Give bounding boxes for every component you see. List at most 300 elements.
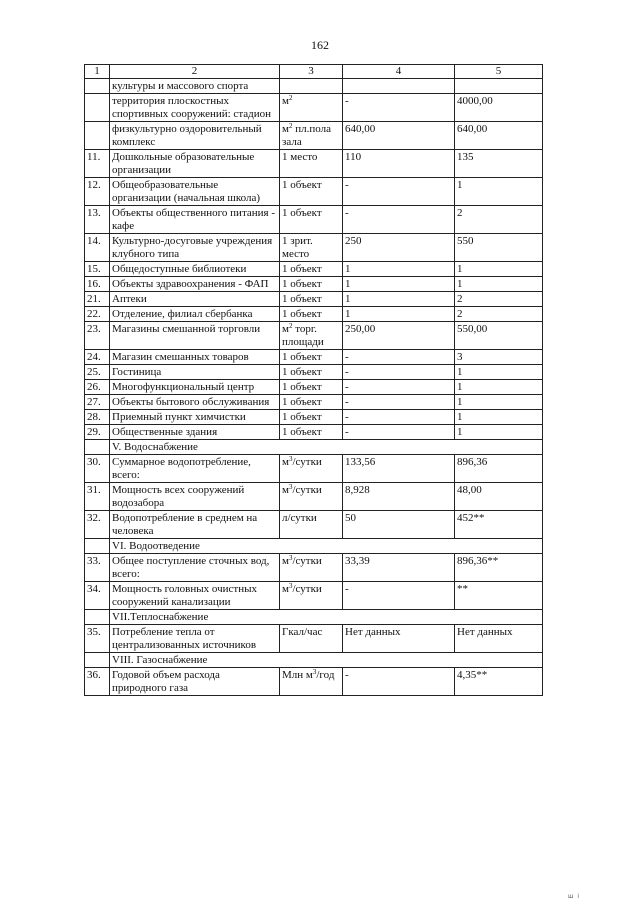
indicator-name-cell <box>110 365 280 380</box>
projected-value-cell-text: 896,36 <box>457 456 488 468</box>
indicator-name-cell <box>110 554 280 582</box>
indicator-name-cell-text: Объекты здравоохранения - ФАП <box>112 278 269 290</box>
row-number-cell-text: 11. <box>87 151 101 163</box>
table-row <box>85 178 543 206</box>
existing-value-cell-text: Нет данных <box>345 626 401 638</box>
indicator-name-cell <box>110 625 280 653</box>
projected-value-cell-text: 1 <box>457 263 463 275</box>
indicator-name-cell <box>110 94 280 122</box>
unit-cell <box>280 277 343 292</box>
unit-cell-text: 1 объект <box>282 411 322 423</box>
unit-cell <box>280 234 343 262</box>
projected-value-cell-text: 550,00 <box>457 323 488 335</box>
projected-value-cell <box>455 625 543 653</box>
row-number-cell-text: 31. <box>87 484 101 496</box>
existing-value-cell <box>343 262 455 277</box>
table-row <box>85 395 543 410</box>
unit-superscript: 3 <box>288 483 293 491</box>
unit-suffix: /год <box>316 669 335 681</box>
projected-value-cell <box>455 262 543 277</box>
row-number-cell <box>85 94 110 122</box>
table-header-row <box>85 65 543 79</box>
indicator-name-cell <box>110 307 280 322</box>
indicator-name-cell-text: Гостиница <box>112 366 162 378</box>
unit-cell <box>280 206 343 234</box>
unit-cell-text: м <box>282 456 289 468</box>
unit-cell <box>280 178 343 206</box>
projected-value-cell <box>455 410 543 425</box>
indicator-name-cell-text: Объекты общественного питания - кафе <box>112 207 276 232</box>
footer-mark: ш і <box>568 893 581 900</box>
existing-value-cell-text: - <box>345 207 349 219</box>
unit-cell <box>280 262 343 277</box>
row-number-cell <box>85 455 110 483</box>
row-number-cell-text: 13. <box>87 207 101 219</box>
existing-value-cell-text: - <box>345 411 349 423</box>
indicator-name-cell-text: Культурно-досуговые учреждения клубного типа <box>112 235 273 260</box>
existing-value-cell <box>343 425 455 440</box>
indicator-name-cell-text: Аптеки <box>112 293 147 305</box>
row-number-cell <box>85 653 110 668</box>
table-row <box>85 425 543 440</box>
projected-value-cell-text: 896,36** <box>457 555 499 567</box>
row-number-cell <box>85 539 110 554</box>
indicator-name-cell <box>110 455 280 483</box>
unit-cell-text: м <box>282 323 289 335</box>
unit-cell-text: 1 зрит. место <box>282 235 313 260</box>
unit-cell <box>280 79 343 94</box>
indicator-name-cell <box>110 483 280 511</box>
section-title: VIII. Газоснабжение <box>110 653 543 668</box>
unit-cell-text: 1 объект <box>282 207 322 219</box>
existing-value-cell <box>343 292 455 307</box>
projected-value-cell <box>455 122 543 150</box>
header-col-2: 2 <box>110 65 280 79</box>
row-number-cell-text: 22. <box>87 308 101 320</box>
existing-value-cell <box>343 307 455 322</box>
unit-cell-text: м <box>282 555 289 567</box>
indicator-name-cell <box>110 178 280 206</box>
existing-value-cell-text: 250,00 <box>345 323 376 335</box>
indicator-name-cell <box>110 234 280 262</box>
unit-cell <box>280 292 343 307</box>
existing-value-cell-text: 110 <box>345 151 362 163</box>
unit-cell-text: 1 объект <box>282 351 322 363</box>
unit-cell <box>280 94 343 122</box>
row-number-cell <box>85 440 110 455</box>
projected-value-cell <box>455 79 543 94</box>
unit-cell <box>280 455 343 483</box>
projected-value-cell <box>455 206 543 234</box>
projected-value-cell-text: 2 <box>457 308 463 320</box>
table-row <box>85 262 543 277</box>
unit-suffix: /сутки <box>292 555 322 567</box>
unit-superscript: 3 <box>288 582 293 590</box>
indicator-name-cell <box>110 150 280 178</box>
existing-value-cell-text: - <box>345 669 349 681</box>
indicator-name-cell <box>110 380 280 395</box>
existing-value-cell <box>343 79 455 94</box>
existing-value-cell-text: 640,00 <box>345 123 376 135</box>
row-number-cell <box>85 380 110 395</box>
unit-cell-text: 1 объект <box>282 179 322 191</box>
row-number-cell-text: 15. <box>87 263 101 275</box>
table-row <box>85 582 543 610</box>
existing-value-cell-text: 250 <box>345 235 362 247</box>
projected-value-cell-text: 1 <box>457 366 463 378</box>
unit-cell <box>280 668 343 696</box>
unit-suffix: /сутки <box>292 484 322 496</box>
projected-value-cell-text: 48,00 <box>457 484 482 496</box>
projected-value-cell-text: 1 <box>457 396 463 408</box>
unit-cell-text: 1 объект <box>282 293 322 305</box>
unit-suffix: /сутки <box>292 583 322 595</box>
unit-cell <box>280 380 343 395</box>
existing-value-cell-text: 8,928 <box>345 484 370 496</box>
row-number-cell-text: 29. <box>87 426 101 438</box>
existing-value-cell <box>343 122 455 150</box>
projected-value-cell <box>455 511 543 539</box>
projected-value-cell <box>455 582 543 610</box>
indicator-name-cell-text: Отделение, филиал сбербанка <box>112 308 253 320</box>
table-row <box>85 150 543 178</box>
page-number: 162 <box>311 38 329 52</box>
projected-value-cell <box>455 150 543 178</box>
indicator-name-cell <box>110 395 280 410</box>
table-body <box>85 79 543 696</box>
row-number-cell <box>85 122 110 150</box>
projected-value-cell <box>455 455 543 483</box>
indicator-name-cell <box>110 277 280 292</box>
indicator-name-cell <box>110 350 280 365</box>
projected-value-cell <box>455 277 543 292</box>
unit-cell <box>280 425 343 440</box>
existing-value-cell-text: 1 <box>345 263 351 275</box>
unit-suffix: пл.пола зала <box>282 123 331 148</box>
indicator-name-cell <box>110 322 280 350</box>
projected-value-cell <box>455 554 543 582</box>
existing-value-cell-text: - <box>345 583 349 595</box>
projected-value-cell-text: 1 <box>457 278 463 290</box>
indicator-name-cell-text: Мощность всех сооружений водозабора <box>112 484 245 509</box>
indicator-name-cell <box>110 79 280 94</box>
table-row <box>85 94 543 122</box>
indicator-name-cell <box>110 262 280 277</box>
existing-value-cell-text: 33,39 <box>345 555 370 567</box>
unit-cell <box>280 122 343 150</box>
projected-value-cell <box>455 322 543 350</box>
indicator-name-cell-text: Приемный пункт химчистки <box>112 411 246 423</box>
row-number-cell-text: 21. <box>87 293 101 305</box>
existing-value-cell <box>343 94 455 122</box>
unit-cell <box>280 582 343 610</box>
unit-cell-text: 1 объект <box>282 263 322 275</box>
indicator-name-cell <box>110 511 280 539</box>
row-number-cell <box>85 262 110 277</box>
existing-value-cell <box>343 178 455 206</box>
projected-value-cell-text: 1 <box>457 426 463 438</box>
row-number-cell <box>85 322 110 350</box>
existing-value-cell <box>343 554 455 582</box>
projected-value-cell-text: 1 <box>457 179 463 191</box>
indicator-name-cell-text: культуры и массового спорта <box>112 80 249 92</box>
table-row <box>85 668 543 696</box>
indicator-name-cell-text: Общее поступление сточных вод, всего: <box>112 555 270 580</box>
unit-cell-text: 1 объект <box>282 381 322 393</box>
existing-value-cell-text: - <box>345 396 349 408</box>
header-col-3: 3 <box>280 65 343 79</box>
unit-cell-text: 1 объект <box>282 308 322 320</box>
indicator-name-cell-text: территория плоскостных спортивных сооружений: стадион <box>112 95 272 120</box>
row-number-cell-text: 33. <box>87 555 101 567</box>
projected-value-cell <box>455 483 543 511</box>
row-number-cell <box>85 610 110 625</box>
projected-value-cell-text: 1 <box>457 381 463 393</box>
unit-cell <box>280 410 343 425</box>
existing-value-cell <box>343 150 455 178</box>
existing-value-cell-text: - <box>345 366 349 378</box>
row-number-cell <box>85 395 110 410</box>
indicator-name-cell-text: Мощность головных очистных сооружений канализации <box>112 583 257 608</box>
row-number-cell <box>85 425 110 440</box>
indicator-name-cell <box>110 122 280 150</box>
indicator-name-cell <box>110 668 280 696</box>
row-number-cell-text: 12. <box>87 179 101 191</box>
existing-value-cell <box>343 483 455 511</box>
indicator-name-cell <box>110 292 280 307</box>
row-number-cell-text: 30. <box>87 456 101 468</box>
unit-cell-text: л/сутки <box>282 512 317 524</box>
unit-superscript: 2 <box>288 94 293 102</box>
projected-value-cell <box>455 350 543 365</box>
existing-value-cell-text: 50 <box>345 512 356 524</box>
existing-value-cell <box>343 380 455 395</box>
projected-value-cell-text: 2 <box>457 293 463 305</box>
row-number-cell <box>85 150 110 178</box>
projected-value-cell <box>455 668 543 696</box>
table-row <box>85 122 543 150</box>
row-number-cell <box>85 668 110 696</box>
unit-cell <box>280 511 343 539</box>
existing-value-cell <box>343 582 455 610</box>
existing-value-cell <box>343 395 455 410</box>
projected-value-cell-text: 135 <box>457 151 474 163</box>
existing-value-cell <box>343 322 455 350</box>
row-number-cell <box>85 511 110 539</box>
indicators-table <box>84 64 543 696</box>
table-row <box>85 380 543 395</box>
table-row <box>85 410 543 425</box>
existing-value-cell <box>343 365 455 380</box>
header-col-1: 1 <box>85 65 110 79</box>
indicator-name-cell <box>110 410 280 425</box>
projected-value-cell <box>455 234 543 262</box>
indicator-name-cell-text: Суммарное водопотребление, всего: <box>112 456 251 481</box>
unit-cell-text: 1 объект <box>282 278 322 290</box>
section-row <box>85 539 543 554</box>
existing-value-cell <box>343 277 455 292</box>
projected-value-cell-text: 1 <box>457 411 463 423</box>
section-title: VI. Водоотведение <box>110 539 543 554</box>
row-number-cell <box>85 410 110 425</box>
unit-cell-text: 1 место <box>282 151 318 163</box>
existing-value-cell <box>343 511 455 539</box>
row-number-cell <box>85 206 110 234</box>
row-number-cell <box>85 79 110 94</box>
unit-superscript: 3 <box>312 668 317 676</box>
existing-value-cell <box>343 668 455 696</box>
table-row <box>85 455 543 483</box>
projected-value-cell-text: 4000,00 <box>457 95 493 107</box>
projected-value-cell <box>455 425 543 440</box>
indicator-name-cell-text: Общедоступные библиотеки <box>112 263 247 275</box>
row-number-cell <box>85 365 110 380</box>
existing-value-cell-text: - <box>345 426 349 438</box>
row-number-cell-text: 34. <box>87 583 101 595</box>
section-row <box>85 610 543 625</box>
table-row <box>85 79 543 94</box>
unit-superscript: 3 <box>288 455 293 463</box>
row-number-cell-text: 27. <box>87 396 101 408</box>
indicator-name-cell-text: Объекты бытового обслуживания <box>112 396 270 408</box>
unit-cell <box>280 150 343 178</box>
unit-cell-text: м <box>282 95 289 107</box>
row-number-cell <box>85 582 110 610</box>
indicator-name-cell-text: Потребление тепла от централизованных источников <box>112 626 257 651</box>
unit-superscript: 3 <box>288 554 293 562</box>
row-number-cell-text: 36. <box>87 669 101 681</box>
indicator-name-cell-text: физкультурно оздоровительный комплекс <box>112 123 262 148</box>
projected-value-cell-text: 550 <box>457 235 474 247</box>
projected-value-cell-text: Нет данных <box>457 626 513 638</box>
row-number-cell-text: 14. <box>87 235 101 247</box>
unit-cell-text: м <box>282 123 289 135</box>
projected-value-cell <box>455 380 543 395</box>
row-number-cell-text: 32. <box>87 512 101 524</box>
unit-cell-text: 1 объект <box>282 396 322 408</box>
section-row <box>85 440 543 455</box>
table-row <box>85 307 543 322</box>
indicator-name-cell-text: Магазины смешанной торговли <box>112 323 261 335</box>
indicator-name-cell-text: Многофункциональный центр <box>112 381 255 393</box>
table-row <box>85 350 543 365</box>
unit-cell <box>280 554 343 582</box>
row-number-cell <box>85 292 110 307</box>
projected-value-cell <box>455 292 543 307</box>
section-title: VII.Теплоснабжение <box>110 610 543 625</box>
projected-value-cell-text: 452** <box>457 512 485 524</box>
row-number-cell <box>85 483 110 511</box>
table-row <box>85 554 543 582</box>
row-number-cell-text: 23. <box>87 323 101 335</box>
existing-value-cell-text: - <box>345 95 349 107</box>
existing-value-cell-text: 133,56 <box>345 456 376 468</box>
indicator-name-cell <box>110 582 280 610</box>
row-number-cell-text: 26. <box>87 381 101 393</box>
unit-cell-text: м <box>282 583 289 595</box>
projected-value-cell <box>455 365 543 380</box>
existing-value-cell <box>343 455 455 483</box>
section-row <box>85 653 543 668</box>
existing-value-cell-text: 1 <box>345 308 351 320</box>
unit-cell-text: Млн м <box>282 669 313 681</box>
projected-value-cell <box>455 307 543 322</box>
row-number-cell <box>85 350 110 365</box>
existing-value-cell-text: - <box>345 381 349 393</box>
indicator-name-cell-text: Магазин смешанных товаров <box>112 351 249 363</box>
unit-suffix: /сутки <box>292 456 322 468</box>
indicator-name-cell-text: Общественные здания <box>112 426 218 438</box>
existing-value-cell-text: 1 <box>345 278 351 290</box>
projected-value-cell <box>455 94 543 122</box>
projected-value-cell-text: 640,00 <box>457 123 488 135</box>
table-row <box>85 625 543 653</box>
projected-value-cell-text: 3 <box>457 351 463 363</box>
unit-suffix: торг. площади <box>282 323 324 348</box>
indicator-name-cell-text: Общеобразовательные организации (начальная школа) <box>112 179 261 204</box>
indicator-name-cell-text: Годовой объем расхода природного газа <box>112 669 220 694</box>
indicator-name-cell <box>110 206 280 234</box>
row-number-cell-text: 25. <box>87 366 101 378</box>
projected-value-cell-text: ** <box>457 583 468 595</box>
unit-superscript: 2 <box>288 122 293 130</box>
existing-value-cell <box>343 350 455 365</box>
table-row <box>85 483 543 511</box>
row-number-cell <box>85 277 110 292</box>
unit-superscript: 2 <box>288 322 293 330</box>
projected-value-cell-text: 4,35** <box>457 669 488 681</box>
row-number-cell-text: 28. <box>87 411 101 423</box>
existing-value-cell <box>343 625 455 653</box>
unit-cell <box>280 395 343 410</box>
unit-cell-text: 1 объект <box>282 426 322 438</box>
unit-cell-text: м <box>282 484 289 496</box>
existing-value-cell-text: - <box>345 179 349 191</box>
row-number-cell <box>85 234 110 262</box>
header-col-4: 4 <box>343 65 455 79</box>
table-row <box>85 206 543 234</box>
unit-cell <box>280 625 343 653</box>
indicator-name-cell-text: Водопотребление в среднем на человека <box>112 512 258 537</box>
section-title: V. Водоснабжение <box>110 440 543 455</box>
existing-value-cell-text: 1 <box>345 293 351 305</box>
projected-value-cell <box>455 178 543 206</box>
unit-cell <box>280 350 343 365</box>
unit-cell <box>280 365 343 380</box>
row-number-cell <box>85 307 110 322</box>
row-number-cell-text: 24. <box>87 351 101 363</box>
unit-cell-text: 1 объект <box>282 366 322 378</box>
indicator-name-cell-text: Дошкольные образовательные организации <box>112 151 255 176</box>
row-number-cell-text: 16. <box>87 278 101 290</box>
existing-value-cell <box>343 234 455 262</box>
table-row <box>85 365 543 380</box>
unit-cell <box>280 322 343 350</box>
projected-value-cell <box>455 395 543 410</box>
existing-value-cell <box>343 206 455 234</box>
unit-cell <box>280 307 343 322</box>
existing-value-cell <box>343 410 455 425</box>
unit-cell-text: Гкал/час <box>282 626 323 638</box>
table-row <box>85 277 543 292</box>
indicator-name-cell <box>110 425 280 440</box>
row-number-cell <box>85 625 110 653</box>
table-row <box>85 511 543 539</box>
table-row <box>85 234 543 262</box>
row-number-cell-text: 35. <box>87 626 101 638</box>
projected-value-cell-text: 2 <box>457 207 463 219</box>
unit-cell <box>280 483 343 511</box>
